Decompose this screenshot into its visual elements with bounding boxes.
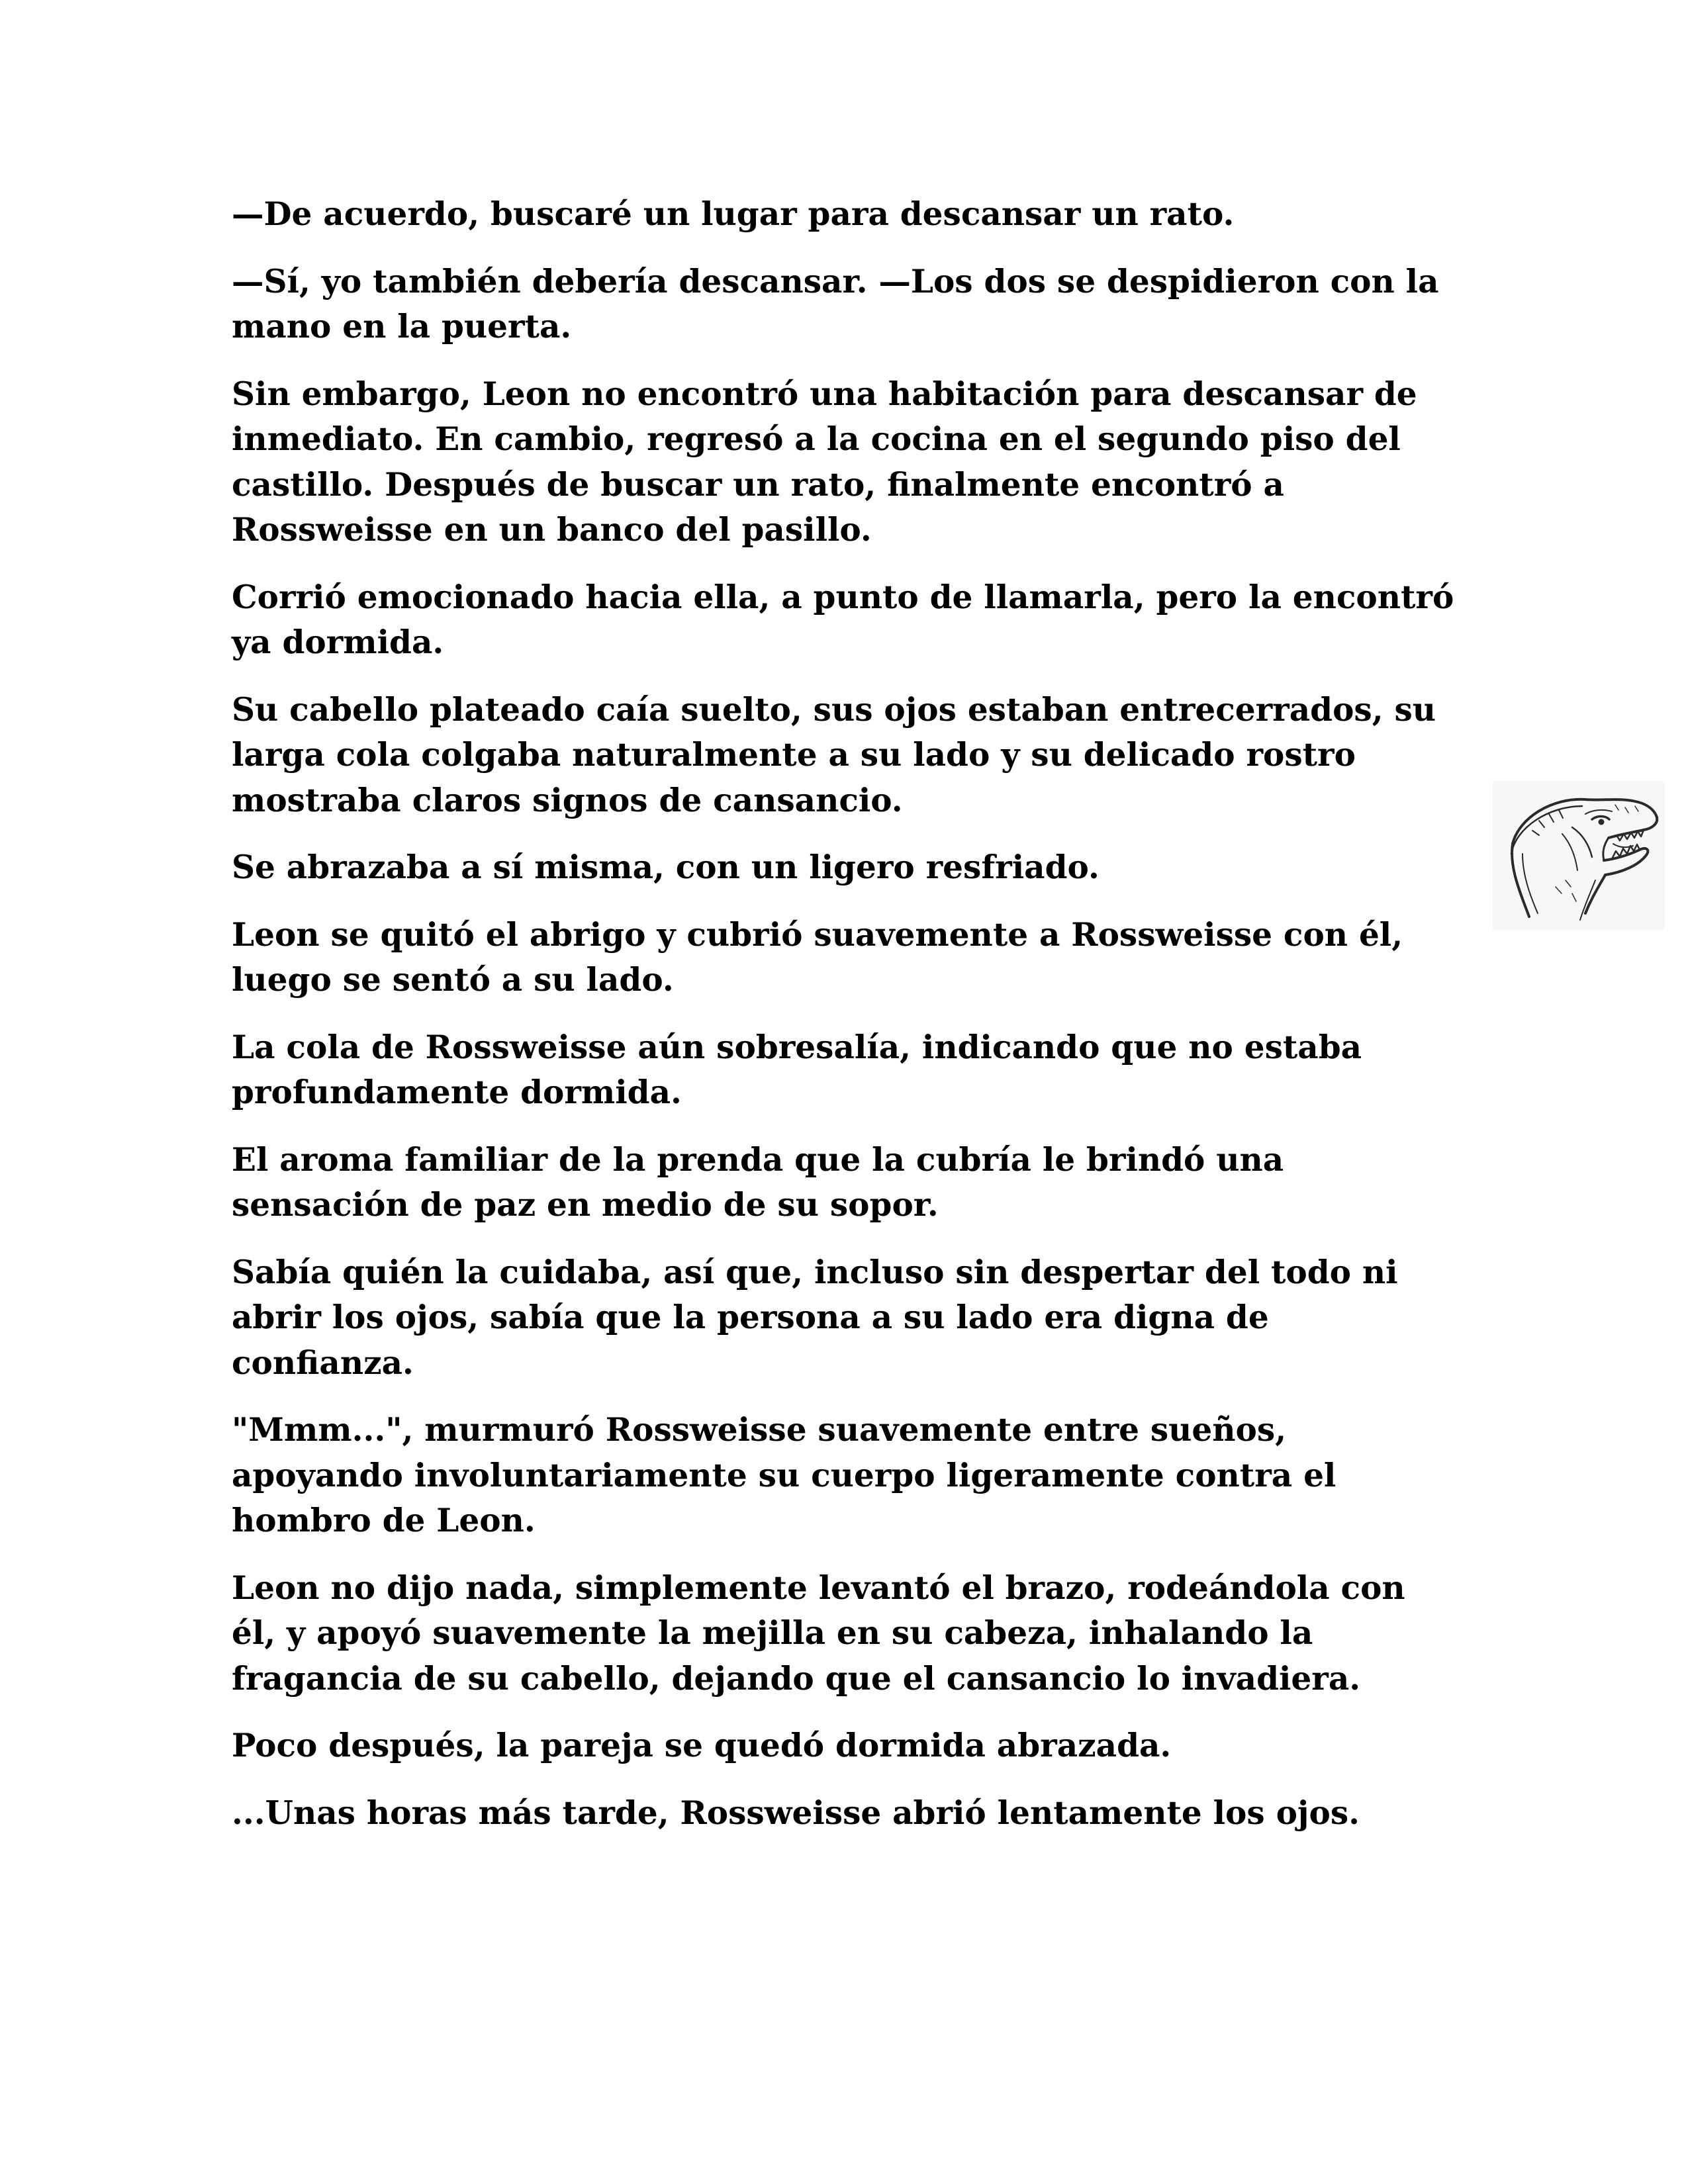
paragraph: La cola de Rossweisse aún sobresalía, indicando que no estaba profundamente dormida. (232, 1028, 1362, 1111)
paragraph: El aroma familiar de la prenda que la cubría le brindó una sensación de paz en medio de su sopor. (232, 1140, 1284, 1224)
paragraph: ...Unas horas más tarde, Rossweisse abrió lentamente los ojos. (232, 1794, 1360, 1832)
paragraph: —Sí, yo también debería descansar. —Los dos se despidieron con la mano en la puerta. (232, 262, 1439, 345)
body-text (232, 192, 1456, 1858)
paragraph: Se abrazaba a sí misma, con un ligero resfriado. (232, 848, 1100, 886)
paragraph: Leon no dijo nada, simplemente levantó el brazo, rodeándola con él, y apoyó suavemente la mejilla en su cabeza, inhalando la fragancia de su cabello, dejando que el cansancio lo invadiera. (232, 1569, 1405, 1698)
paragraph: "Mmm...", murmuró Rossweisse suavemente entre sueños, apoyando involuntariamente su cuerpo ligeramente contra el hombro de Leon. (232, 1411, 1336, 1539)
paragraph: —De acuerdo, buscaré un lugar para descansar un rato. (232, 195, 1235, 233)
paragraph: Su cabello plateado caía suelto, sus ojos estaban entrecerrados, su larga cola colgaba naturalmente a su lado y su delicado rostro mostraba claros signos de cansancio. (232, 690, 1436, 819)
paragraph: Corrió emocionado hacia ella, a punto de llamarla, pero la encontró ya dormida. (232, 578, 1454, 661)
paragraph: Sin embargo, Leon no encontró una habitación para descansar de inmediato. En cambio, regresó a la cocina en el segundo piso del castillo. Después de buscar un rato, finalmente encontró a Rossweisse en un banco del pasillo. (232, 375, 1417, 549)
paragraph: Poco después, la pareja se quedó dormida abrazada. (232, 1727, 1172, 1764)
paragraph: Sabía quién la cuidaba, así que, incluso sin despertar del todo ni abrir los ojos, sabía que la persona a su lado era digna de confianza. (232, 1253, 1398, 1382)
dinosaur-head-sketch-icon (1493, 781, 1665, 930)
paragraph: Leon se quitó el abrigo y cubrió suavemente a Rossweisse con él, luego se sentó a su lado. (232, 915, 1403, 999)
